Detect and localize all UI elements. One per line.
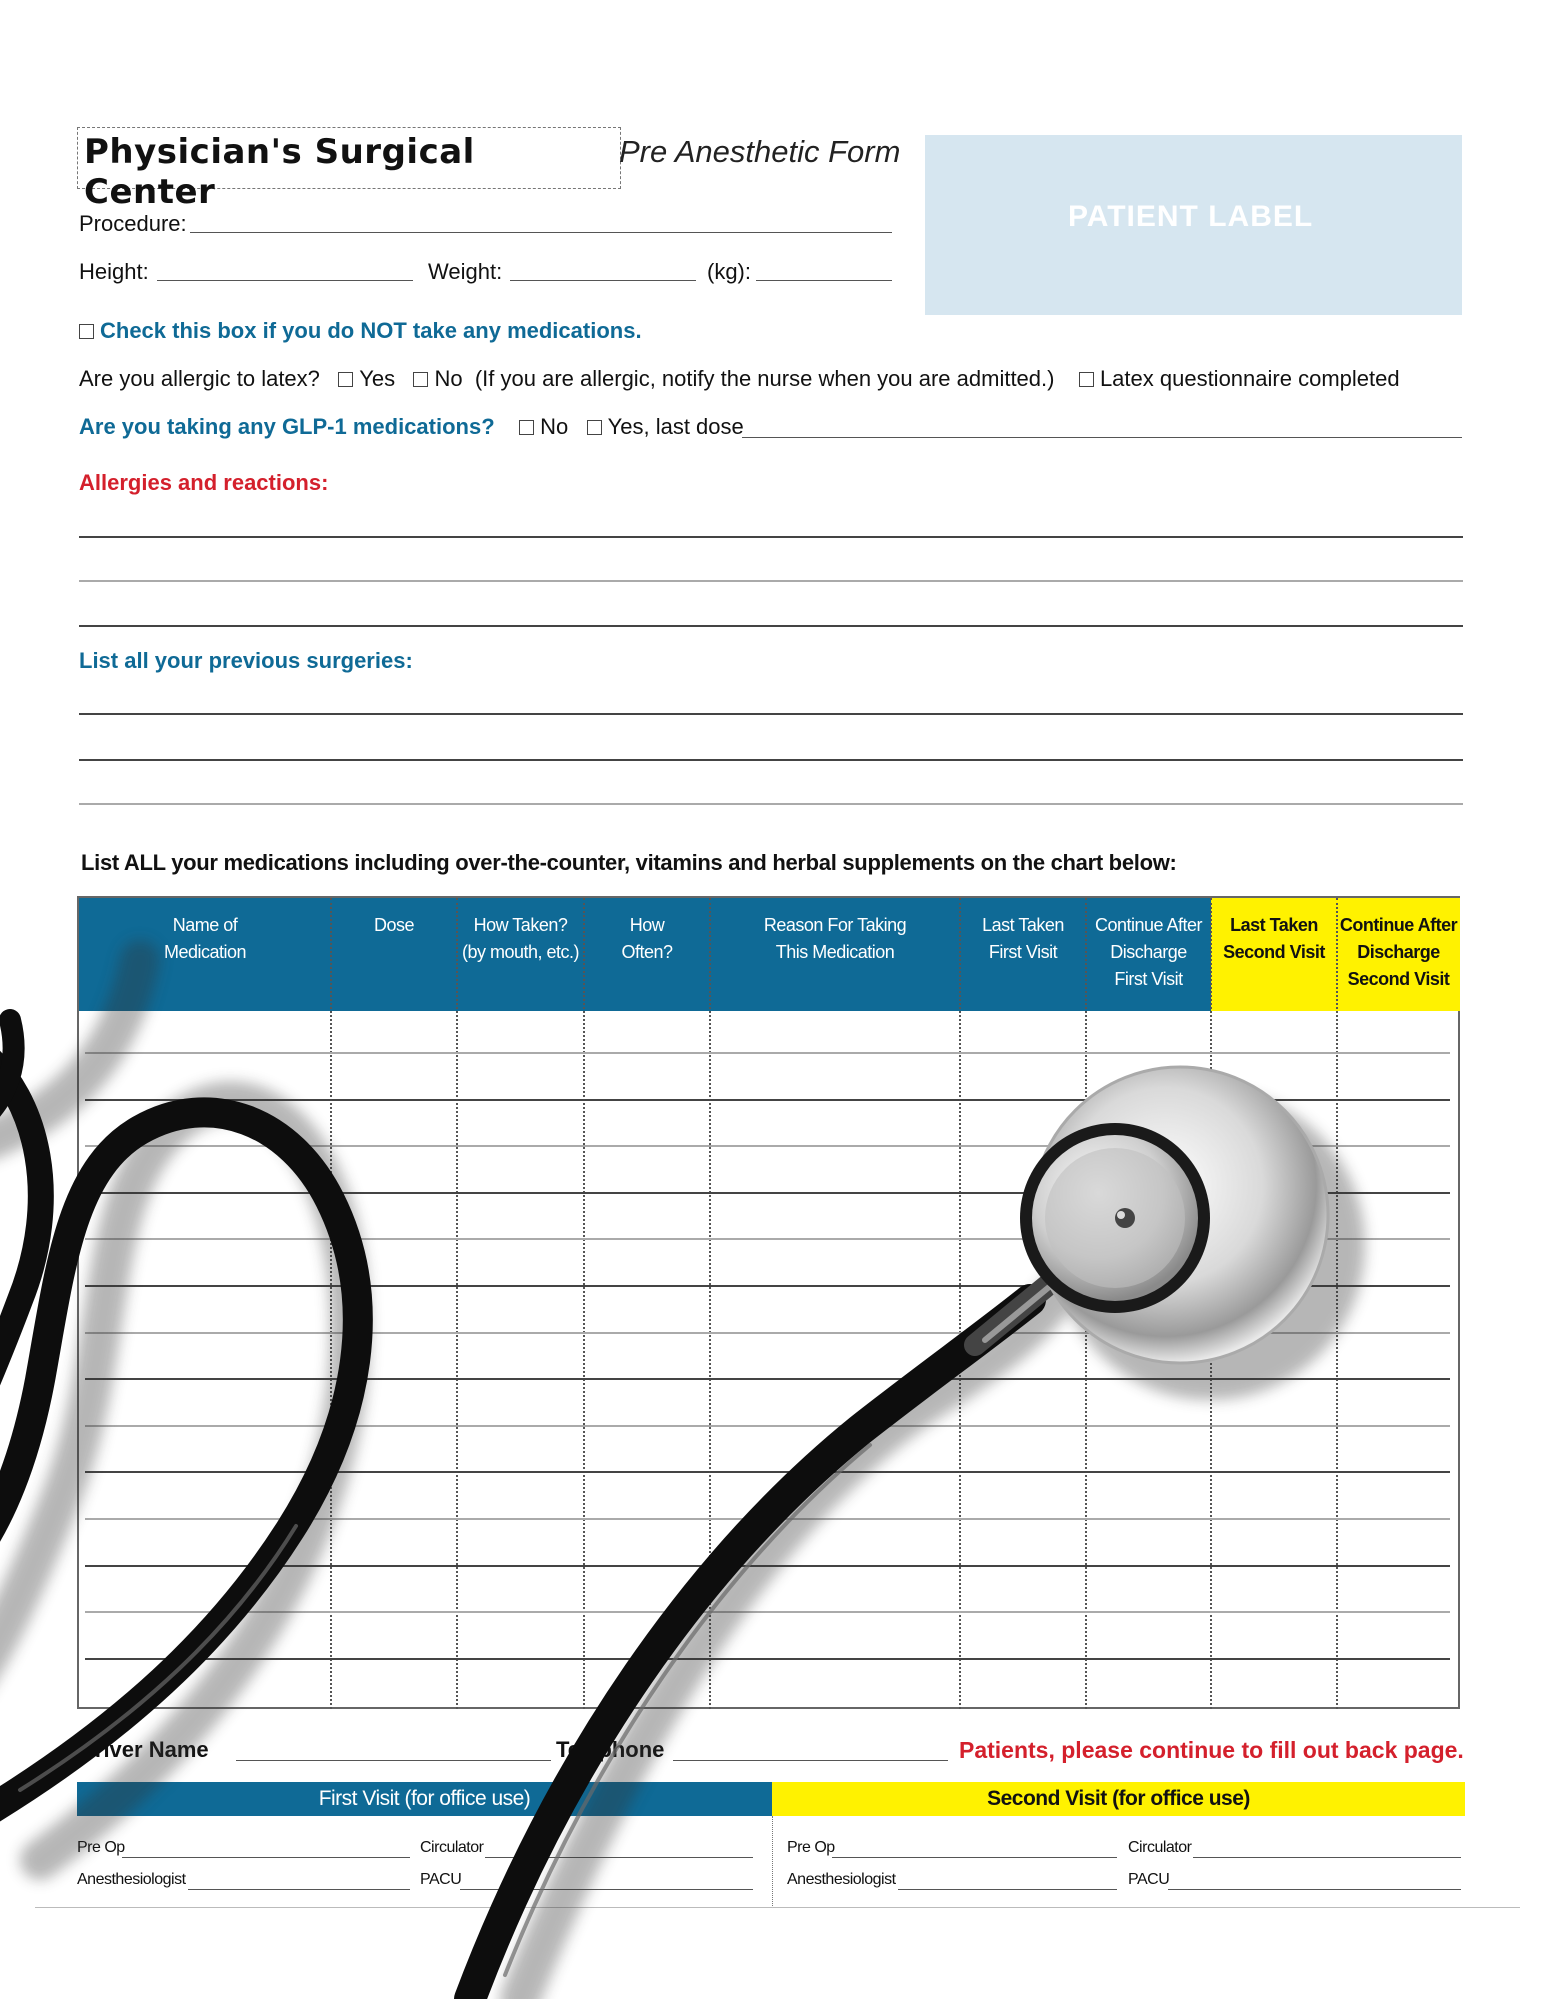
- first-anesthesiologist-label: Anesthesiologist: [77, 1871, 186, 1888]
- table-row-line[interactable]: [85, 1518, 1450, 1520]
- col-header-last-taken-first: Last Taken First Visit: [960, 898, 1086, 1011]
- table-row-line[interactable]: [85, 1425, 1450, 1427]
- table-row-line[interactable]: [85, 1238, 1450, 1240]
- driver-name-field[interactable]: [236, 1760, 551, 1761]
- first-pacu-label: PACU: [420, 1871, 462, 1888]
- glp1-row: [79, 414, 744, 440]
- glp1-no-label: No: [540, 414, 569, 439]
- table-row-line[interactable]: [85, 1145, 1450, 1147]
- table-row-line[interactable]: [85, 1565, 1450, 1567]
- latex-row: [79, 366, 1400, 392]
- form-subtitle: Pre Anesthetic Form: [619, 134, 901, 169]
- surgeries-heading: List all your previous surgeries:: [79, 648, 413, 673]
- first-pacu-field[interactable]: [460, 1889, 753, 1890]
- no-meds-checkbox[interactable]: [79, 324, 94, 339]
- telephone-field[interactable]: [673, 1760, 948, 1761]
- table-row-line[interactable]: [85, 1378, 1450, 1380]
- col-header-name: Name of Medication: [79, 898, 331, 1011]
- second-pre-op-label: Pre Op: [787, 1839, 835, 1856]
- second-pacu-label: PACU: [1128, 1871, 1170, 1888]
- table-row-line[interactable]: [85, 1285, 1450, 1287]
- latex-no-checkbox[interactable]: [413, 372, 428, 387]
- second-anesthesiologist-label: Anesthesiologist: [787, 1871, 896, 1888]
- procedure-label: Procedure:: [79, 211, 187, 236]
- no-meds-label: Check this box if you do NOT take any medications.: [100, 318, 642, 343]
- first-visit-header: First Visit (for office use): [77, 1782, 772, 1816]
- driver-name-label: Driver Name: [79, 1737, 209, 1762]
- kg-label: (kg):: [707, 259, 751, 284]
- col-header-how-taken: How Taken? (by mouth, etc.): [457, 898, 584, 1011]
- latex-yes-checkbox[interactable]: [338, 372, 353, 387]
- col-separator: [456, 898, 458, 1709]
- patient-label-text: PATIENT LABEL: [1068, 200, 1314, 233]
- title-box: [77, 127, 621, 212]
- kg-field[interactable]: [756, 280, 892, 281]
- first-circulator-label: Circulator: [420, 1839, 484, 1856]
- glp1-yes-checkbox[interactable]: [587, 420, 602, 435]
- height-field[interactable]: [157, 280, 413, 281]
- surgeries-line-1[interactable]: [79, 713, 1463, 715]
- latex-no-label: No: [434, 366, 463, 391]
- med-instructions: List ALL your medications including over-the-counter, vitamins and herbal supplements on the chart below:: [81, 850, 1177, 875]
- col-header-last-taken-second: Last Taken Second Visit: [1211, 898, 1337, 1011]
- surgeries-line-2[interactable]: [79, 759, 1463, 761]
- col-separator: [1336, 898, 1338, 1709]
- table-row-line[interactable]: [85, 1332, 1450, 1334]
- medication-table: [77, 896, 1460, 1709]
- weight-field[interactable]: [510, 280, 696, 281]
- col-separator: [1085, 898, 1087, 1709]
- patient-label-box: [925, 135, 1462, 315]
- col-separator: [583, 898, 585, 1709]
- allergies-line-2[interactable]: [79, 580, 1463, 582]
- glp1-yes-label: Yes, last dose: [607, 414, 744, 439]
- second-anesthesiologist-field[interactable]: [898, 1889, 1117, 1890]
- glp1-no-checkbox[interactable]: [519, 420, 534, 435]
- no-meds-row: [79, 318, 642, 344]
- continue-note: Patients, please continue to fill out back page.: [959, 1737, 1464, 1763]
- second-pacu-field[interactable]: [1168, 1889, 1461, 1890]
- glp1-last-dose-field[interactable]: [742, 437, 1462, 438]
- height-label: Height:: [79, 259, 149, 284]
- table-row-line[interactable]: [85, 1611, 1450, 1613]
- table-row-line[interactable]: [85, 1471, 1450, 1473]
- second-visit-header: Second Visit (for office use): [772, 1782, 1465, 1816]
- col-separator: [330, 898, 332, 1709]
- second-circulator-label: Circulator: [1128, 1839, 1192, 1856]
- surgeries-line-3[interactable]: [79, 803, 1463, 805]
- second-circulator-field[interactable]: [1193, 1857, 1461, 1858]
- page-bottom-rule: [35, 1907, 1520, 1908]
- latex-question: Are you allergic to latex?: [79, 366, 320, 391]
- latex-questionnaire-label: Latex questionnaire completed: [1099, 366, 1400, 391]
- allergies-heading: Allergies and reactions:: [79, 470, 329, 495]
- allergies-line-3[interactable]: [79, 625, 1463, 627]
- table-row-line[interactable]: [85, 1192, 1450, 1194]
- table-row-line[interactable]: [85, 1052, 1450, 1054]
- col-separator: [709, 898, 711, 1709]
- glp1-question: Are you taking any GLP-1 medications?: [79, 414, 495, 439]
- latex-questionnaire-checkbox[interactable]: [1079, 372, 1094, 387]
- second-pre-op-field[interactable]: [832, 1857, 1117, 1858]
- col-header-how-often: How Often?: [584, 898, 710, 1011]
- form-title: Physician's Surgical Center: [84, 132, 475, 212]
- first-pre-op-field[interactable]: [122, 1857, 410, 1858]
- latex-note: (If you are allergic, notify the nurse when you are admitted.): [474, 366, 1055, 391]
- allergies-line-1[interactable]: [79, 536, 1463, 538]
- first-circulator-field[interactable]: [485, 1857, 753, 1858]
- col-header-continue-second: Continue After Discharge Second Visit: [1337, 898, 1460, 1011]
- office-divider: [772, 1816, 773, 1906]
- weight-label: Weight:: [428, 259, 503, 284]
- col-header-continue-first: Continue After Discharge First Visit: [1086, 898, 1211, 1011]
- table-row-line[interactable]: [85, 1658, 1450, 1660]
- col-header-dose: Dose: [331, 898, 457, 1011]
- first-pre-op-label: Pre Op: [77, 1839, 125, 1856]
- procedure-field[interactable]: [190, 232, 892, 233]
- col-separator: [1210, 898, 1212, 1709]
- col-header-reason: Reason For Taking This Medication: [710, 898, 960, 1011]
- col-separator: [959, 898, 961, 1709]
- latex-yes-label: Yes: [359, 366, 396, 391]
- telephone-label: Telephone: [556, 1737, 665, 1762]
- first-anesthesiologist-field[interactable]: [188, 1889, 410, 1890]
- table-row-line[interactable]: [85, 1099, 1450, 1101]
